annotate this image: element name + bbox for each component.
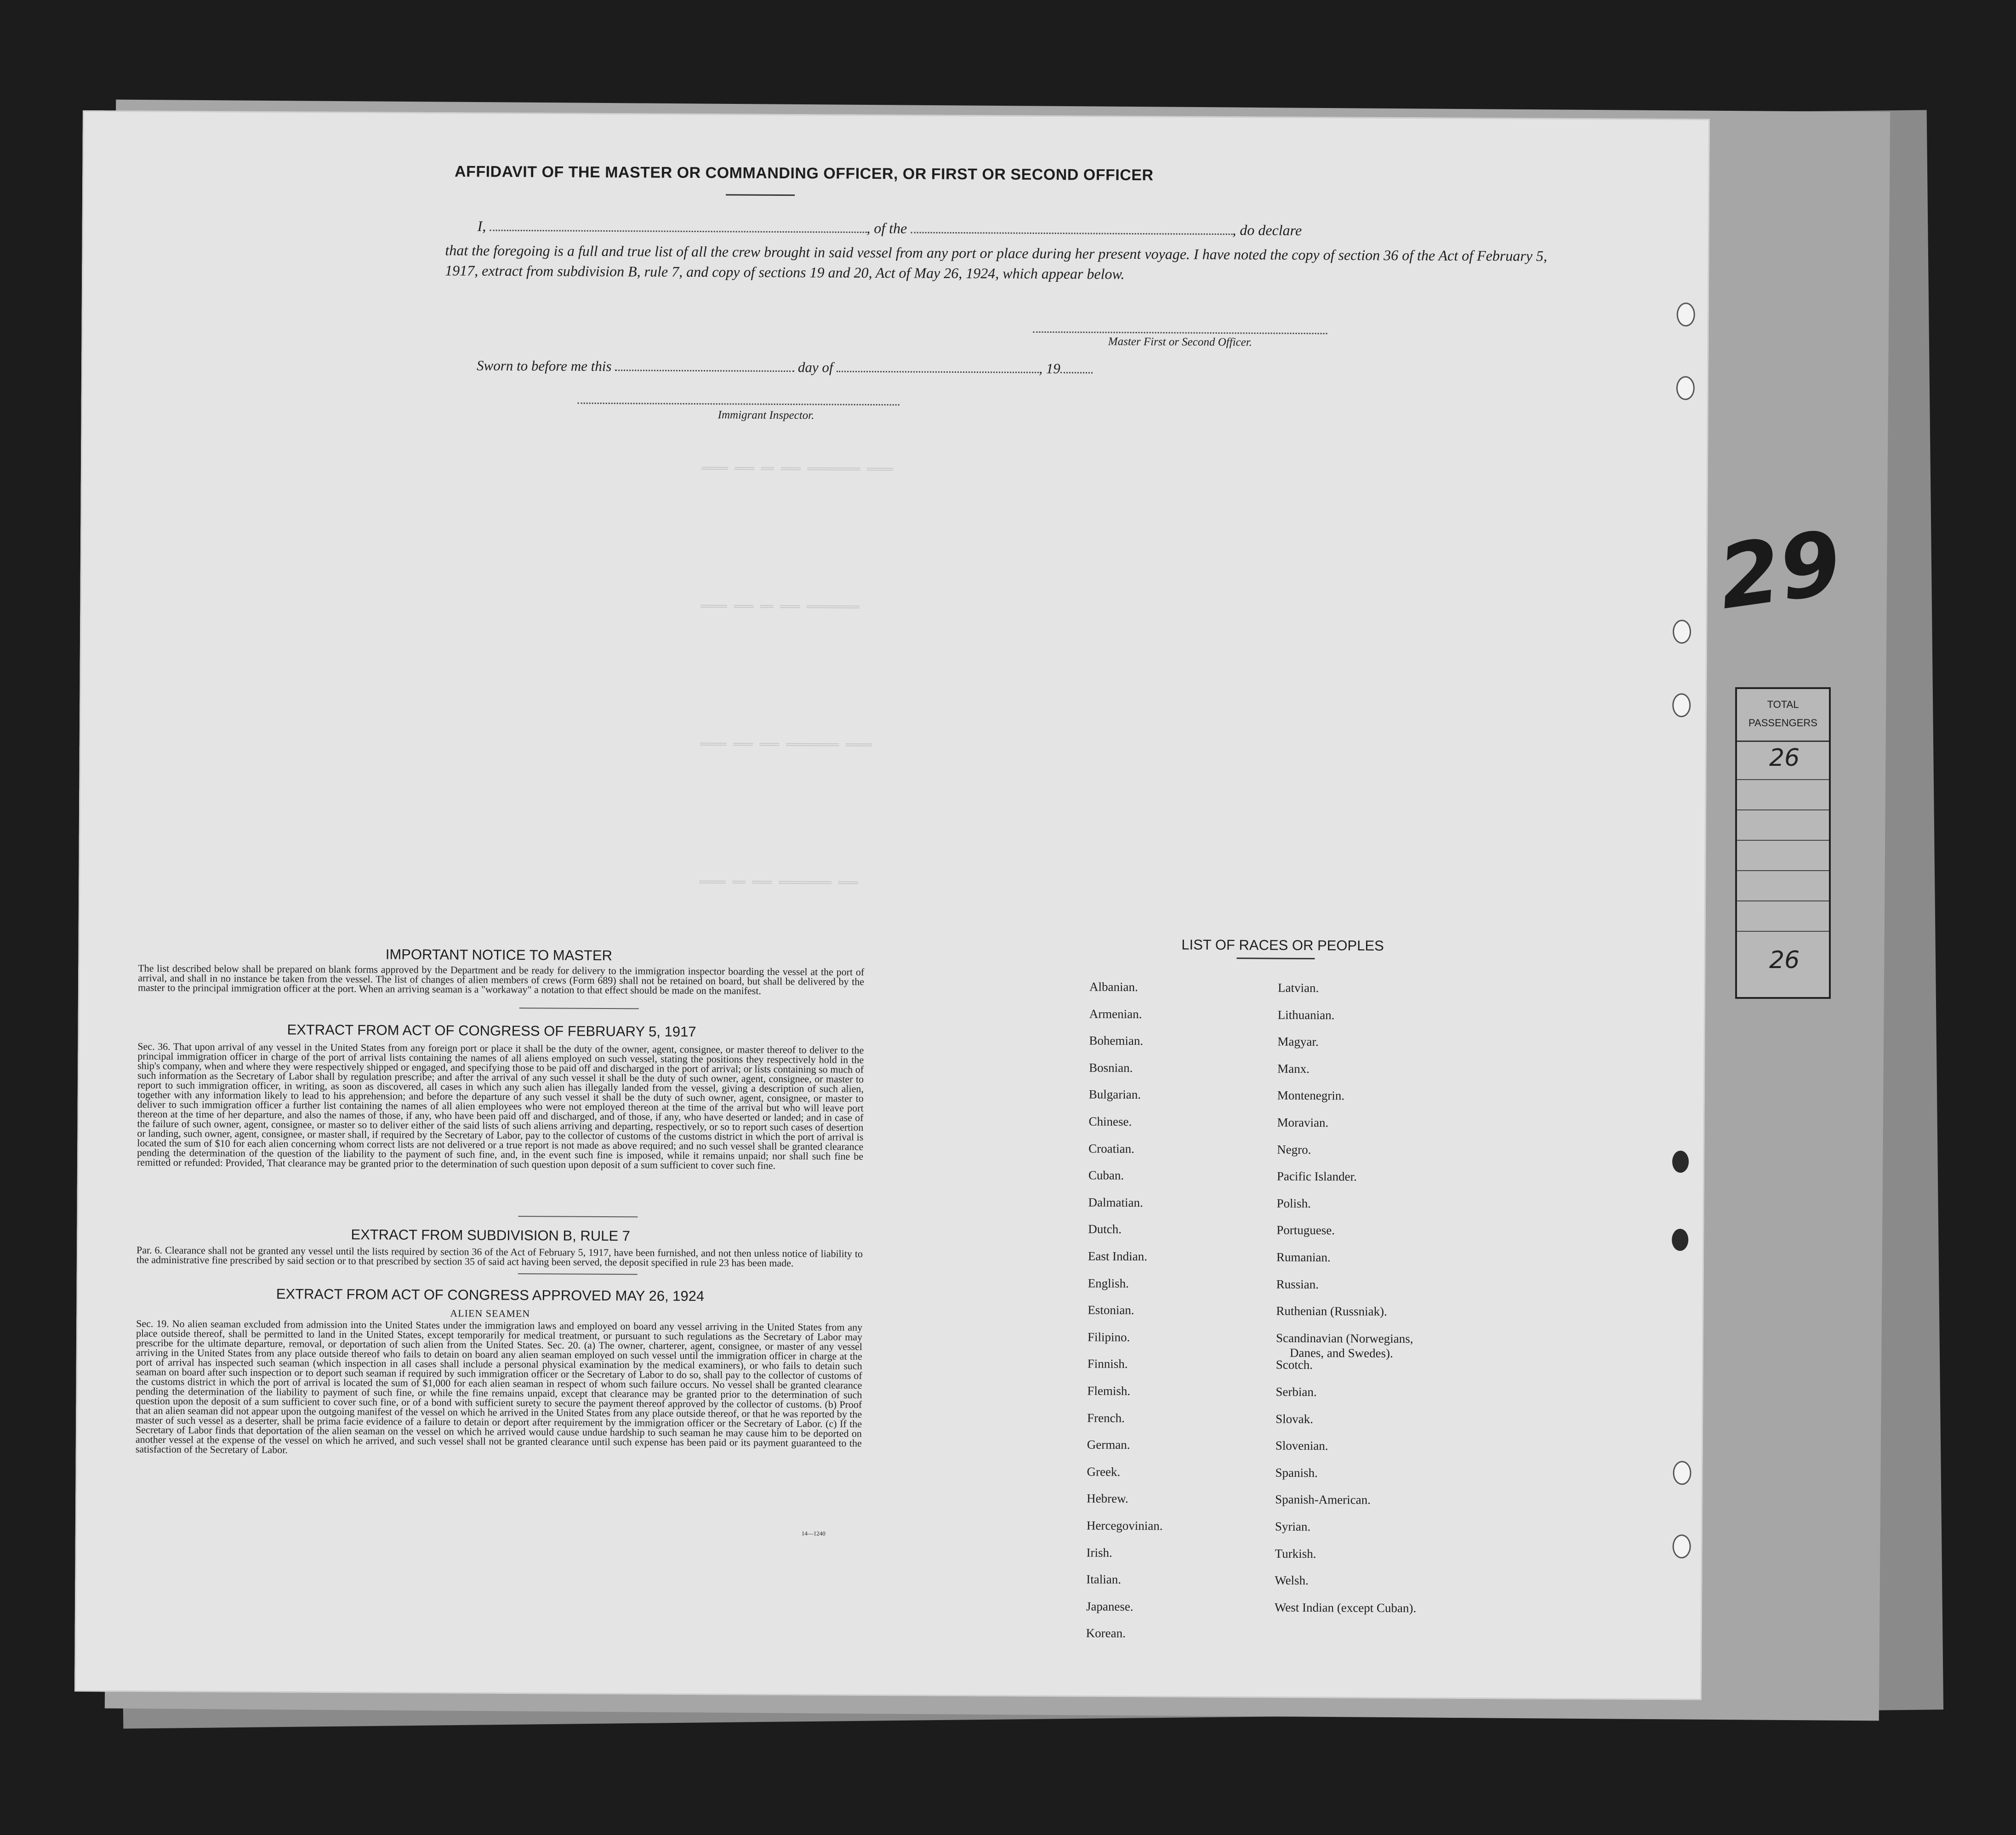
extract-1924-title: EXTRACT FROM ACT OF CONGRESS APPROVED MAY 26, 1924 xyxy=(276,1286,705,1305)
race-item: Flemish. xyxy=(1087,1384,1131,1398)
inspector-label: Immigrant Inspector. xyxy=(718,409,814,422)
signature-label: Master First or Second Officer. xyxy=(1108,335,1253,349)
form-number: 14—1240 xyxy=(801,1530,826,1537)
tab-header-line2: PASSENGERS xyxy=(1748,717,1817,729)
title-underline xyxy=(1236,957,1315,959)
race-item: Slovak. xyxy=(1276,1412,1313,1426)
extract-1917-body: Sec. 36. That upon arrival of any vessel in the United States from any foreign port or place it shall be the duty of the owner, agent, consignee, or master thereof to deliver to the principal immigration officer in charge of the port of arrival lists containing the names of all aliens employed on such vessel, stating the positions they respectively hold in the ship's company, when and where they were respectively shipped or engaged, and specifying those to be paid off and discharged in the port of arrival; or lists containing so much of such information as the Secretary of Labor shall by regulation prescribe; and after the arrival of any such vessel it shall be the duty of such owner, agent, consignee, or master to report to such immigration officer, in writing, as soon as discovered, all cases in which any such alien has illegally landed from the vessel, giving a description of such alien, together with any information likely to lead to his apprehension; and before the departure of any such vessel it shall be the duty of such owner, agent, consignee, or master to deliver to such immigration officer a further list containing the names of all alien employees who were not employed thereon at the time of the arrival but who will leave port thereon at the time of her departure, and also the names of those, if any, who have been paid off and discharged, and of those, if any, who have deserted or landed; and in case of the failure of such owner, agent, consignee, or master so to deliver either of the said lists of such aliens arriving and departing, respectively, or so to report such cases of desertion or landing, such owner, agent, consignee, or master shall, if required by the Secretary of Labor, pay to the collector of customs of the customs district in which the port of arrival is located the sum of $10 for each alien concerning whom correct lists are not delivered or a true report is not made as above required; and no such vessel shall be granted clearance pending the determination of the question of the liability to the payment of such fine, and, in the event such fine is imposed, while it remains unpaid; nor shall such fine be remitted or refunded: Provided, That clearance may be granted prior to the determination of such question upon deposit of a sum sufficient to cover such fine. xyxy=(137,1040,864,1171)
punch-hole xyxy=(1672,1151,1689,1173)
punch-hole xyxy=(1673,1461,1691,1485)
tab-divider xyxy=(1737,931,1829,932)
race-item: Lithuanian. xyxy=(1277,1008,1335,1022)
race-item: Spanish-American. xyxy=(1275,1493,1371,1507)
race-item: Dalmatian. xyxy=(1088,1195,1143,1209)
sworn-year-label: , 19 xyxy=(1039,360,1060,377)
tab-divider xyxy=(1737,840,1829,841)
title-underline xyxy=(726,194,795,196)
race-item: Pacific Islander. xyxy=(1276,1169,1357,1184)
race-item: Japanese. xyxy=(1086,1599,1133,1613)
race-item: Welsh. xyxy=(1275,1573,1309,1588)
race-item: English. xyxy=(1088,1276,1129,1290)
declaration-do-declare-label: , do declare xyxy=(1232,222,1302,239)
punch-hole xyxy=(1676,376,1695,400)
section-divider xyxy=(518,1216,638,1217)
vessel-name-field[interactable] xyxy=(911,219,1232,235)
race-item: Moravian. xyxy=(1277,1115,1329,1130)
race-item: Cuban. xyxy=(1088,1168,1124,1183)
affidavit-title: AFFIDAVIT OF THE MASTER OR COMMANDING OFFICER, OR FIRST OR SECOND OFFICER xyxy=(454,163,1154,184)
race-item: Bohemian. xyxy=(1089,1033,1144,1048)
punch-hole xyxy=(1673,1534,1691,1558)
race-item: Hercegovinian. xyxy=(1086,1518,1163,1533)
races-list-title: LIST OF RACES OR PEOPLES xyxy=(1181,936,1384,954)
manifest-back-page xyxy=(74,110,1710,1700)
race-item: Croatian. xyxy=(1088,1141,1135,1156)
race-item: Italian. xyxy=(1086,1572,1122,1587)
race-item: Ruthenian (Russniak). xyxy=(1276,1304,1387,1319)
race-item: Spanish. xyxy=(1275,1465,1318,1480)
handwritten-total-top: 26 xyxy=(1769,744,1800,772)
race-item: Hebrew. xyxy=(1087,1491,1128,1506)
sworn-day-field[interactable] xyxy=(615,357,794,372)
race-item: Chinese. xyxy=(1088,1114,1132,1128)
tab-divider xyxy=(1737,900,1829,901)
punch-hole xyxy=(1672,693,1691,717)
race-item: Magyar. xyxy=(1277,1034,1319,1049)
extract-rule7-body: Par. 6. Clearance shall not be granted any vessel until the lists required by section 36 of the Act of February 5, 1917, have been furnished, and not then unless notice of liability to the administrative fine prescribed by said section or to that prescribed by section 35 of said act having been served, the deposit specified in rule 23 has been made. xyxy=(136,1244,863,1269)
race-item: Manx. xyxy=(1277,1061,1310,1076)
bleed-through-text: ════ ══ ═══ ════════ ═══ xyxy=(699,877,858,890)
punch-hole xyxy=(1677,302,1695,326)
handwritten-total-bottom: 26 xyxy=(1769,946,1800,974)
signature-field[interactable] xyxy=(1033,331,1327,334)
race-item: West Indian (except Cuban). xyxy=(1274,1600,1417,1615)
notice-title: IMPORTANT NOTICE TO MASTER xyxy=(385,946,613,964)
declaration-text: that the foregoing is a full and true list of all the crew brought in said vessel from any port or place during her present voyage. I have noted the copy of section 36 of the Act of February 5, 1917, extract from subdivision B, rule 7, and copy of sections 19 and 20, Act of May 26, 1924, which appear below. xyxy=(445,242,1548,282)
extract-rule7-title: EXTRACT FROM SUBDIVISION B, RULE 7 xyxy=(351,1226,631,1244)
race-item: Syrian. xyxy=(1275,1519,1311,1534)
race-item: Polish. xyxy=(1276,1196,1311,1210)
sworn-day-of-label: day of xyxy=(797,359,833,376)
sworn-line xyxy=(477,356,1093,377)
officer-name-field[interactable] xyxy=(490,217,866,233)
notice-body: The list described below shall be prepared on blank forms approved by the Department and be ready for delivery to the immigration inspector boarding the vessel at the port of arrival, and shall in no instance be taken from the vessel. The list of changes of alien members of crews (Form 689) shall not be retained on board, but shall be delivered by the master to the principal immigration officer at the port. When an arriving seaman is a "workaway" a notation to that effect should be made on the manifest. xyxy=(137,962,865,997)
race-item: Armenian. xyxy=(1089,1007,1142,1021)
bleed-through-text: ════ ═══ ═══ ════════ ════ xyxy=(700,739,872,752)
race-item: Bosnian. xyxy=(1089,1060,1133,1075)
extract-1924-body: Sec. 19. No alien seaman excluded from admission into the United States under the immigration laws and employed on board any vessel arriving in the United States from any place outside thereof, shall be permitted to land in the United States, except temporarily for medical treatment, or pursuant to such regulations as the Secretary of Labor may prescribe for the ultimate departure, removal, or deportation of such alien from the United States. Sec. 20. (a) The owner, charterer, agent, consignee, or master of any vessel arriving in the United States from any place outside thereof who fails to detain on board any alien seaman employed on such vessel until the immigration officer in charge at the port of arrival has inspected such seaman (which inspection in all cases shall include a personal physical examination by the medical examiners), or who fails to detain such seaman on board after such inspection or to deport such seaman if required by such immigration officer or the Secretary of Labor to do so, shall pay to the collector of customs of the customs district in which the port of arrival is located the sum of $1,000 for each alien seaman in respect of whom such failure occurs. No vessel shall be granted clearance pending the determination of the liability to payment of such fine, or while the fine remains unpaid, except that clearance may be granted prior to the determination of such question upon the deposit of a sum sufficient to cover such fine, or of a bond with sufficient surety to secure the payment thereof approved by the collector of customs. (b) Proof that an alien seaman did not appear upon the outgoing manifest of the vessel on which he arrived in the United States from any place outside thereof, or that he was reported by the master of such vessel as a deserter, shall be prima facie evidence of a failure to detain or deport after requirement by the immigration officer or the Secretary of Labor. (c) If the Secretary of Labor finds that deportation of the alien seaman on the vessel on which he arrived would cause undue hardship to such seaman he may cause him to be deported on another vessel at the expense of the vessel on which he arrived, and such vessel shall not be granted clearance until such expense has been paid or its payment guaranteed to the satisfaction of the Secretary of Labor. xyxy=(135,1317,863,1456)
race-item: Slovenian. xyxy=(1275,1438,1328,1453)
tab-divider xyxy=(1737,809,1829,810)
tab-header xyxy=(1737,689,1829,742)
handwritten-mark: 29 xyxy=(1712,511,1847,629)
race-item: Montenegrin. xyxy=(1277,1088,1345,1103)
race-item: Danes, and Swedes). xyxy=(1289,1345,1393,1360)
punch-hole xyxy=(1672,1229,1688,1251)
tab-divider xyxy=(1737,870,1829,871)
race-item: Dutch. xyxy=(1088,1222,1122,1237)
section-divider xyxy=(519,1008,639,1009)
race-item: Russian. xyxy=(1276,1277,1319,1291)
tab-header-line1: TOTAL xyxy=(1767,699,1799,710)
race-item: Estonian. xyxy=(1088,1303,1134,1317)
declaration-i-label: I, xyxy=(477,217,486,234)
declaration-line xyxy=(478,216,1302,240)
race-item: Rumanian. xyxy=(1276,1250,1331,1265)
sworn-prefix: Sworn to before me this xyxy=(477,357,612,375)
section-divider xyxy=(518,1273,638,1275)
declaration-of-the-label: , of the xyxy=(866,219,907,237)
sworn-month-field[interactable] xyxy=(837,358,1039,373)
extract-1917-title: EXTRACT FROM ACT OF CONGRESS OF FEBRUARY 5, 1917 xyxy=(287,1021,696,1040)
race-item: Albanian. xyxy=(1089,980,1138,994)
bleed-through-text: ════ ═══ ══ ═══ ════════ ════ xyxy=(701,463,894,477)
race-item: French. xyxy=(1087,1411,1125,1425)
race-item: Korean. xyxy=(1086,1626,1126,1641)
race-item: Bulgarian. xyxy=(1088,1087,1141,1102)
race-item: Finnish. xyxy=(1087,1356,1128,1371)
punch-hole xyxy=(1673,620,1691,644)
race-item: Filipino. xyxy=(1087,1330,1130,1344)
race-item: Greek. xyxy=(1087,1465,1121,1479)
race-item: German. xyxy=(1087,1437,1130,1452)
race-item: Scandinavian (Norwegians, xyxy=(1276,1331,1413,1345)
race-item: Turkish. xyxy=(1275,1546,1316,1561)
race-item: Irish. xyxy=(1086,1545,1112,1560)
race-item: Negro. xyxy=(1277,1142,1311,1157)
race-item: East Indian. xyxy=(1088,1249,1148,1264)
inspector-signature-field[interactable] xyxy=(578,403,900,406)
race-item: Scotch. xyxy=(1276,1358,1313,1372)
race-item: Latvian. xyxy=(1277,980,1319,995)
race-item: Serbian. xyxy=(1276,1385,1317,1399)
race-item: Portuguese. xyxy=(1276,1223,1335,1237)
bleed-through-text: ════ ═══ ══ ═══ ════════ xyxy=(700,601,860,614)
alien-seamen-subtitle: ALIEN SEAMEN xyxy=(450,1307,530,1320)
total-passengers-tab xyxy=(1735,687,1831,999)
sworn-year-field[interactable] xyxy=(1060,359,1093,373)
tab-divider xyxy=(1737,779,1829,780)
